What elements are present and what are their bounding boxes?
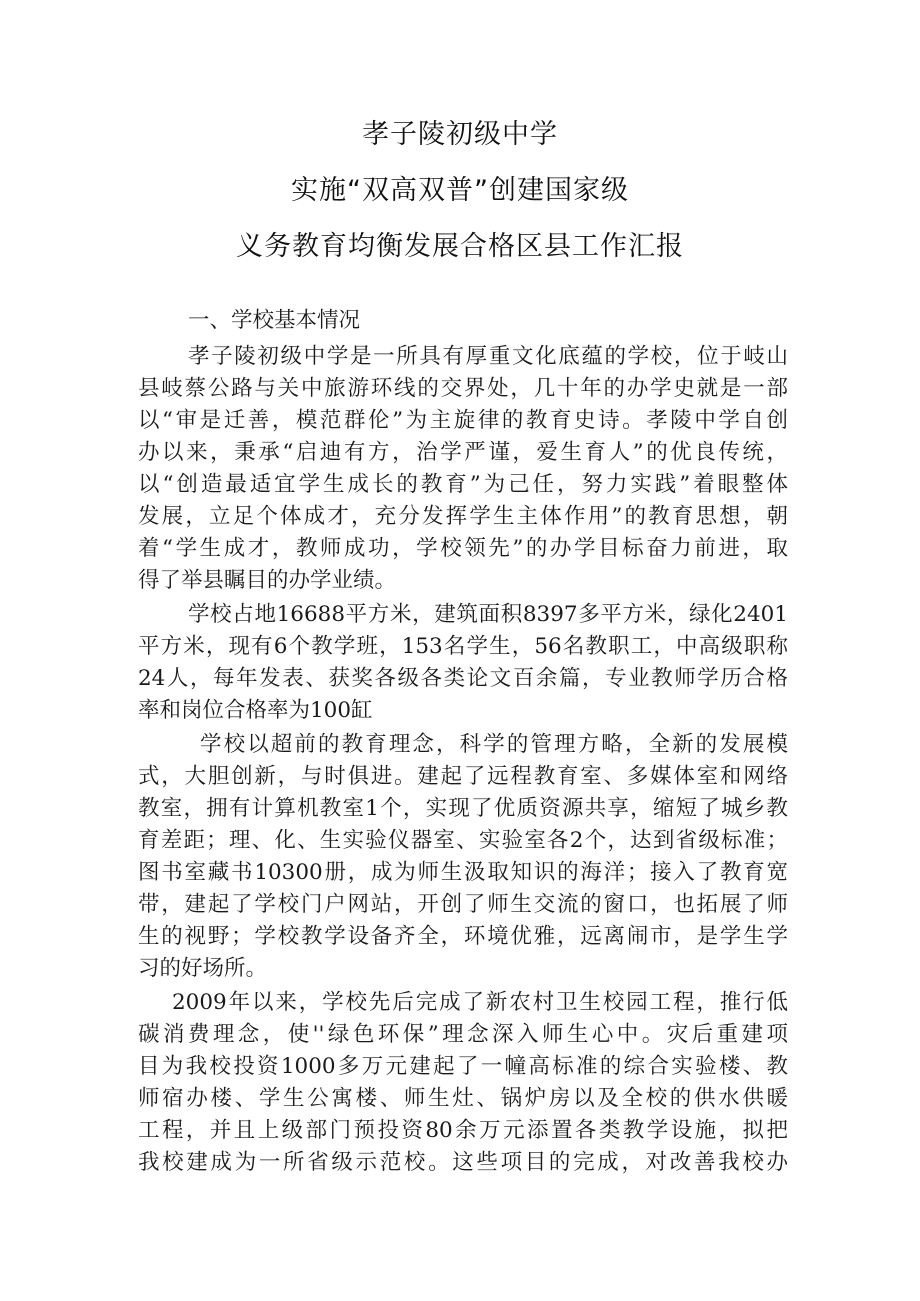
paragraph-4-line: 2009年以来，学校先后完成了新农村卫生校园工程，推行低: [172, 990, 788, 1015]
paragraph-3-line: 育差距；理、化、生实验仪器室、实验室各2个，达到省级标准；: [138, 828, 788, 853]
paragraph-4-line: 工程，并且上级部门预投资80余万元添置各类教学设施，拟把: [138, 1118, 788, 1143]
paragraph-3-line: 学校以超前的教育理念，科学的管理方略，全新的发展模: [200, 732, 788, 757]
paragraph-4-line: 我校建成为一所省级示范校。这些项目的完成，对改善我校办: [138, 1150, 788, 1175]
paragraph-3-line: 式，大胆创新，与时俱进。建起了远程教育室、多媒体室和网络: [138, 764, 788, 789]
paragraph-4-line: 碳消费理念，使''绿色环保”理念深入师生心中。灾后重建项: [138, 1022, 788, 1047]
paragraph-4-line: 师宿办楼、学生公寓楼、师生灶、锅炉房以及全校的供水供暖: [138, 1086, 788, 1111]
document-title-line-3: 义务教育均衡发展合格区县工作汇报: [236, 231, 684, 262]
paragraph-1-line: 着“学生成才，教师成功，学校领先”的办学目标奋力前进，取: [138, 536, 788, 561]
paragraph-3-line: 教室，拥有计算机教室1个，实现了优质资源共享，缩短了城乡教: [138, 796, 788, 821]
paragraph-2-line: 24人，每年发表、获奖各级各类论文百余篇，专业教师学历合格: [138, 666, 788, 691]
paragraph-1-line: 县岐蔡公路与关中旅游环线的交界处，几十年的办学史就是一部: [138, 376, 788, 401]
paragraph-1-line: 得了举县瞩目的办学业绩。: [138, 568, 397, 593]
section-heading: 一、学校基本情况: [188, 308, 361, 333]
paragraph-3-line: 带，建起了学校门户网站，开创了师生交流的窗口，也拓展了师: [138, 892, 788, 917]
paragraph-2-line: 学校占地16688平方米，建筑面积8397多平方米，绿化2401: [188, 602, 788, 627]
paragraph-1-line: 发展，立足个体成才，充分发挥学生主体作用”的教育思想，朝: [138, 504, 788, 529]
paragraph-3-line: 习的好场所。: [138, 956, 268, 981]
paragraph-3-line: 生的视野；学校教学设备齐全，环境优雅，远离闹市，是学生学: [138, 924, 788, 949]
document-title-school: 孝子陵初级中学: [362, 119, 558, 150]
paragraph-4-line: 目为我校投资1000多万元建起了一幢高标准的综合实验楼、教: [138, 1054, 788, 1079]
document-title-line-2: 实施“双高双普”创建国家级: [291, 175, 629, 206]
paragraph-3-line: 图书室藏书10300册，成为师生汲取知识的海洋；接入了教育宽: [138, 860, 788, 885]
paragraph-1-line: 办以来，秉承“启迪有方，治学严谨，爱生育人”的优良传统，: [138, 440, 788, 465]
paragraph-2-line: 率和岗位合格率为100缸: [138, 698, 373, 723]
paragraph-1-line: 孝子陵初级中学是一所具有厚重文化底蕴的学校，位于岐山: [188, 344, 788, 369]
paragraph-1-line: 以“审是迁善，模范群伦”为主旋律的教育史诗。孝陵中学自创: [138, 408, 788, 433]
paragraph-2-line: 平方米，现有6个教学班，153名学生，56名教职工，中高级职称: [138, 634, 788, 659]
paragraph-1-line: 以“创造最适宜学生成长的教育”为己任，努力实践”着眼整体: [138, 472, 788, 497]
